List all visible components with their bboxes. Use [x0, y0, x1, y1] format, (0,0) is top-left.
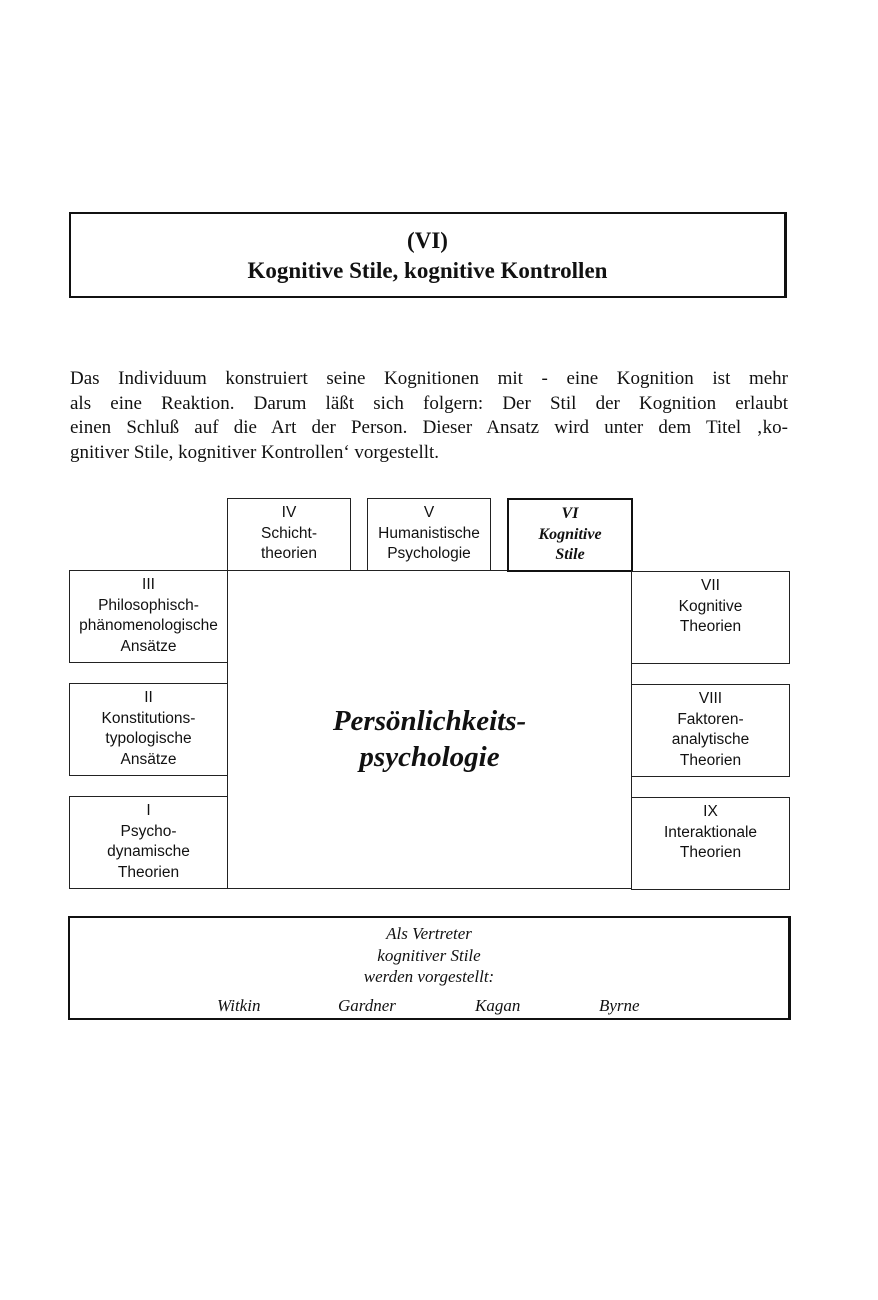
box-ix — [631, 797, 790, 890]
representative-name: Kagan — [475, 996, 521, 1015]
box-vii — [631, 571, 790, 664]
box-iii — [69, 570, 228, 663]
box-label: phänomenologische — [79, 617, 218, 634]
box-viii — [631, 684, 790, 777]
center-title-line: psychologie — [359, 741, 500, 773]
representative-name: Byrne — [599, 996, 640, 1015]
box-label: VII — [701, 577, 720, 594]
box-i — [69, 796, 228, 889]
box-label: VI — [561, 505, 579, 522]
heading-line: kognitiver Stile — [377, 945, 481, 965]
box-label: Konstitutions- — [101, 709, 196, 727]
box-label: theorien — [260, 545, 317, 562]
intro-line: gnitiver Stile, kognitiver Kontrollen‘ vorgestellt. — [70, 441, 440, 463]
box-label: Psychologie — [387, 545, 471, 562]
box-v — [367, 498, 491, 571]
heading-line: werden vorgestellt: — [363, 967, 495, 986]
chapter-title-box — [69, 212, 787, 298]
center-title — [227, 703, 632, 775]
box-label: III — [142, 576, 155, 593]
chapter-number: (VI) — [407, 228, 448, 253]
intro-line: einen Schluß auf die Art der Person. Dieser Ansatz wird unter dem Titel ‚ko- — [70, 417, 788, 438]
box-label: Kognitive — [538, 525, 602, 543]
box-label: IX — [703, 803, 718, 820]
box-label: Kognitive — [678, 597, 743, 615]
box-label: Humanistische — [378, 524, 480, 542]
box-label: typologische — [105, 730, 192, 747]
box-label: VIII — [698, 690, 723, 707]
box-label: Ansätze — [120, 637, 177, 655]
center-title-line: Persönlichkeits- — [332, 705, 527, 737]
box-label: Interaktionale — [663, 823, 758, 841]
box-label: analytische — [671, 731, 750, 748]
box-label: II — [144, 689, 153, 706]
box-label: Theorien — [679, 751, 742, 769]
representative-name: Gardner — [338, 996, 396, 1015]
box-label: Schicht- — [261, 524, 317, 542]
heading-line: Als Vertreter — [386, 924, 472, 943]
box-label: IV — [281, 504, 297, 521]
box-iv — [227, 498, 351, 571]
box-label: Ansätze — [120, 750, 177, 768]
representatives-heading — [70, 923, 788, 988]
intro-paragraph — [70, 367, 788, 465]
box-label: Theorien — [117, 863, 180, 881]
box-label: Stile — [555, 546, 585, 563]
box-label: V — [423, 504, 435, 521]
box-label: Faktoren- — [677, 710, 744, 728]
box-label: Psycho- — [120, 822, 177, 840]
box-ii — [69, 683, 228, 776]
chapter-title: Kognitive Stile, kognitive Kontrollen — [247, 258, 608, 283]
box-label: I — [146, 802, 151, 819]
representatives-box — [68, 916, 791, 1020]
box-label: Philosophisch- — [98, 596, 199, 614]
intro-line: als eine Reaktion. Darum läßt sich folgern: Der Stil der Kognition erlaubt — [70, 392, 788, 414]
box-label: Theorien — [679, 844, 742, 861]
box-vi-highlighted — [507, 498, 633, 572]
box-label: dynamische — [107, 843, 190, 860]
box-label: Theorien — [679, 618, 742, 635]
representative-name: Witkin — [217, 996, 261, 1015]
intro-line: Das Individuum konstruiert seine Kognitionen mit - eine Kognition ist mehr — [70, 368, 788, 389]
